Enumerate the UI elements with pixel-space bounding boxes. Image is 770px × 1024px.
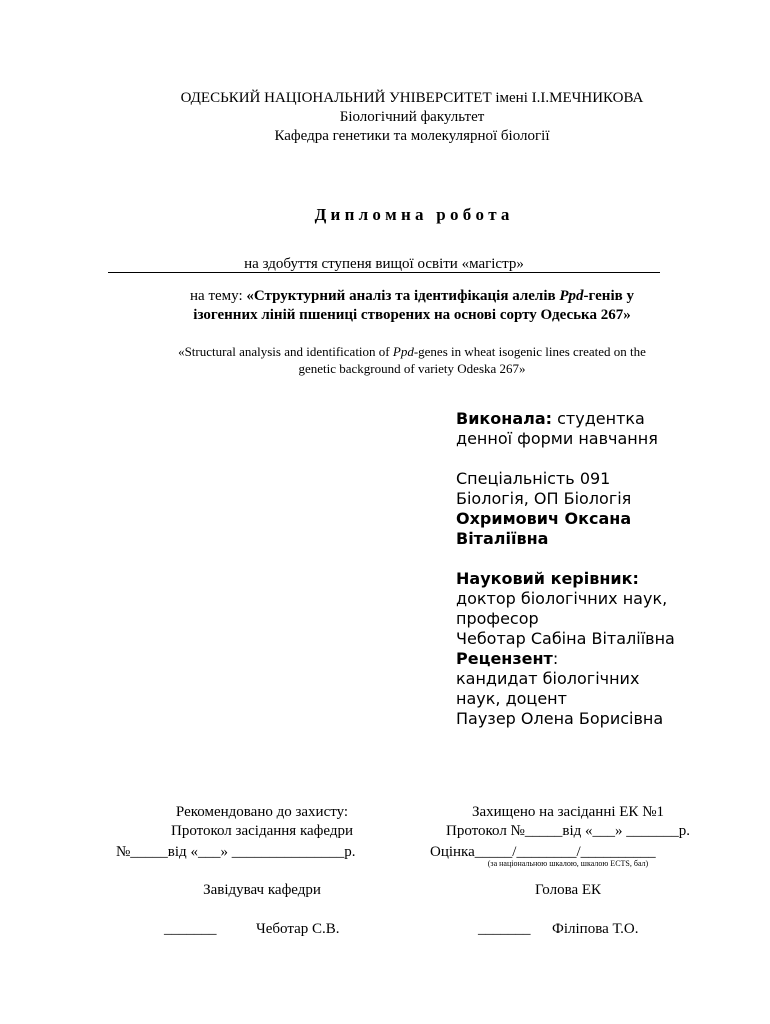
ek-protocol: Протокол №_____від «___» _______р. xyxy=(446,823,690,839)
head-signature-line: _______ xyxy=(164,921,217,937)
faculty: Біологічний факультет xyxy=(339,109,485,125)
performed-text: студентка xyxy=(552,409,645,428)
specialty-line-1: Спеціальність 091 xyxy=(456,469,611,488)
reviewer-line xyxy=(456,649,756,669)
degree-line: на здобуття ступеня вищої освіти «магістр» xyxy=(244,256,524,272)
topic-en-part-b: -genes in wheat isogenic lines created on the xyxy=(413,344,646,359)
topic-en-line-1 xyxy=(0,343,770,361)
topic-en-gene-italic: Ppd xyxy=(392,344,414,359)
topic-part-a: «Структурний аналіз та ідентифікація алелів xyxy=(246,288,560,304)
reviewer-label: Рецензент xyxy=(456,649,553,668)
head-of-department-name: Чеботар С.В. xyxy=(256,921,340,937)
ek-chair-label: Голова ЕК xyxy=(534,882,602,898)
university-suffix: імені І.І.МЕЧНИКОВА xyxy=(495,90,644,106)
work-type-title: Д и п л о м н а р о б о т а xyxy=(314,205,510,224)
reviewer-colon: : xyxy=(552,649,559,668)
university-main: ОДЕСЬКИЙ НАЦІОНАЛЬНИЙ УНІВЕРСИТЕТ xyxy=(180,90,492,106)
defended-label: Захищено на засіданні ЕК №1 xyxy=(471,804,665,820)
supervisor-label: Науковий керівник: xyxy=(456,569,639,588)
ek-chair-name: Філіпова Т.О. xyxy=(552,921,639,937)
topic-en-line-2: genetic background of variety Odeska 267» xyxy=(298,361,526,376)
department-protocol: Протокол засідання кафедри xyxy=(170,823,353,839)
chair-signature-line: _______ xyxy=(478,921,531,937)
topic-gene-italic: Ppd xyxy=(559,288,584,304)
topic-line-1 xyxy=(0,286,770,307)
topic-line-2: ізогенних ліній пшениці створених на основі сорту Одеська 267» xyxy=(193,307,631,323)
head-of-department-label: Завідувач кафедри xyxy=(203,882,321,898)
reviewer-degree-line-2: наук, доцент xyxy=(456,689,567,708)
reviewer-name: Паузер Олена Борисівна xyxy=(456,709,664,728)
topic-en-part-a: «Structural analysis and identification of xyxy=(178,344,393,359)
author-name-line-2: Віталіївна xyxy=(456,529,549,548)
performed-label: Виконала: xyxy=(456,409,553,428)
supervisor-name: Чеботар Сабіна Віталіївна xyxy=(456,629,675,648)
grade-note: (за національною шкалою, шкалою ECTS, бал) xyxy=(487,859,649,868)
university-name xyxy=(0,88,770,109)
topic-prefix: на тему: xyxy=(190,288,247,304)
author-block xyxy=(456,409,756,729)
department-protocol-number-date: №_____від «___» _______________р. xyxy=(116,844,356,860)
performed-line xyxy=(456,409,756,429)
specialty-line-2: Біологія, ОП Біологія xyxy=(456,489,632,508)
department: Кафедра генетики та молекулярної біології xyxy=(274,128,550,144)
author-name-line-1: Охримович Оксана xyxy=(456,509,632,528)
spacer xyxy=(456,549,756,569)
grade-line: Оцінка_____/________/__________ xyxy=(430,844,656,860)
spacer xyxy=(456,449,756,469)
supervisor-degree-line-2: професор xyxy=(456,609,539,628)
degree-underline xyxy=(108,272,660,273)
supervisor-degree-line-1: доктор біологічних наук, xyxy=(456,589,668,608)
study-form: денної форми навчання xyxy=(456,429,658,448)
recommended-label: Рекомендовано до захисту: xyxy=(175,804,349,820)
reviewer-degree-line-1: кандидат біологічних xyxy=(456,669,640,688)
topic-part-b: -генів у xyxy=(583,288,634,304)
